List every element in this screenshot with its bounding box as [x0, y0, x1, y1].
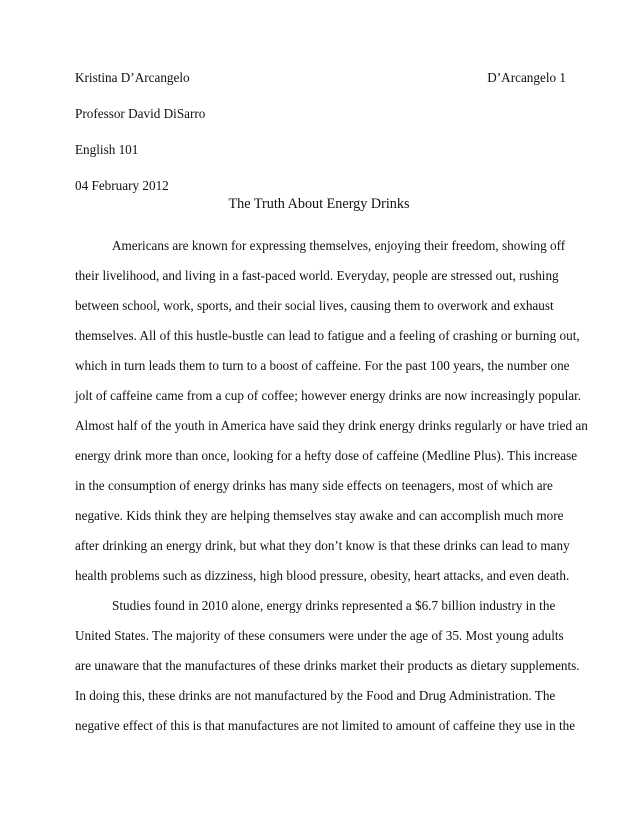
body-line: Americans are known for expressing themselves, enjoying their freedom, showing off [112, 238, 566, 253]
body-line: In doing this, these drinks are not manufactured by the Food and Drug Administration. The [75, 688, 556, 703]
body-line: Almost half of the youth in America have said they drink energy drinks regularly or have tried an [75, 418, 588, 433]
body-line: United States. The majority of these consumers were under the age of 35. Most young adults [75, 628, 564, 643]
body-line: their livelihood, and living in a fast-paced world. Everyday, people are stressed out, rushing [75, 268, 559, 283]
body-line: which in turn leads them to turn to a boost of caffeine. For the past 100 years, the number one [75, 358, 570, 373]
essay-title: The Truth About Energy Drinks [228, 196, 410, 212]
author-name: Kristina D’Arcangelo [75, 70, 190, 85]
running-head: D’Arcangelo 1 [487, 70, 566, 85]
body-line: Studies found in 2010 alone, energy drinks represented a $6.7 billion industry in the [112, 598, 556, 613]
body-line: in the consumption of energy drinks has many side effects on teenagers, most of which are [75, 478, 553, 493]
body-line: jolt of caffeine came from a cup of coffee; however energy drinks are now increasingly popular. [75, 388, 582, 403]
body-line: negative. Kids think they are helping themselves stay awake and can accomplish much more [75, 508, 564, 523]
body-line: between school, work, sports, and their social lives, causing them to overwork and exhaust [75, 298, 554, 313]
document-date: 04 February 2012 [75, 178, 169, 193]
body-line: health problems such as dizziness, high blood pressure, obesity, heart attacks, and even death. [75, 568, 570, 583]
body-line: energy drink more than once, looking for a hefty dose of caffeine (Medline Plus). This increase [75, 448, 578, 463]
body-line: themselves. All of this hustle-bustle can lead to fatigue and a feeling of crashing or burning out, [75, 328, 580, 343]
professor-name: Professor David DiSarro [75, 106, 206, 121]
body-line: after drinking an energy drink, but what they don’t know is that these drinks can lead to many [75, 538, 570, 553]
body-line: are unaware that the manufactures of these drinks market their products as dietary supplements. [75, 658, 580, 673]
course-name: English 101 [75, 142, 139, 157]
body-line: negative effect of this is that manufactures are not limited to amount of caffeine they use in the [75, 718, 576, 733]
